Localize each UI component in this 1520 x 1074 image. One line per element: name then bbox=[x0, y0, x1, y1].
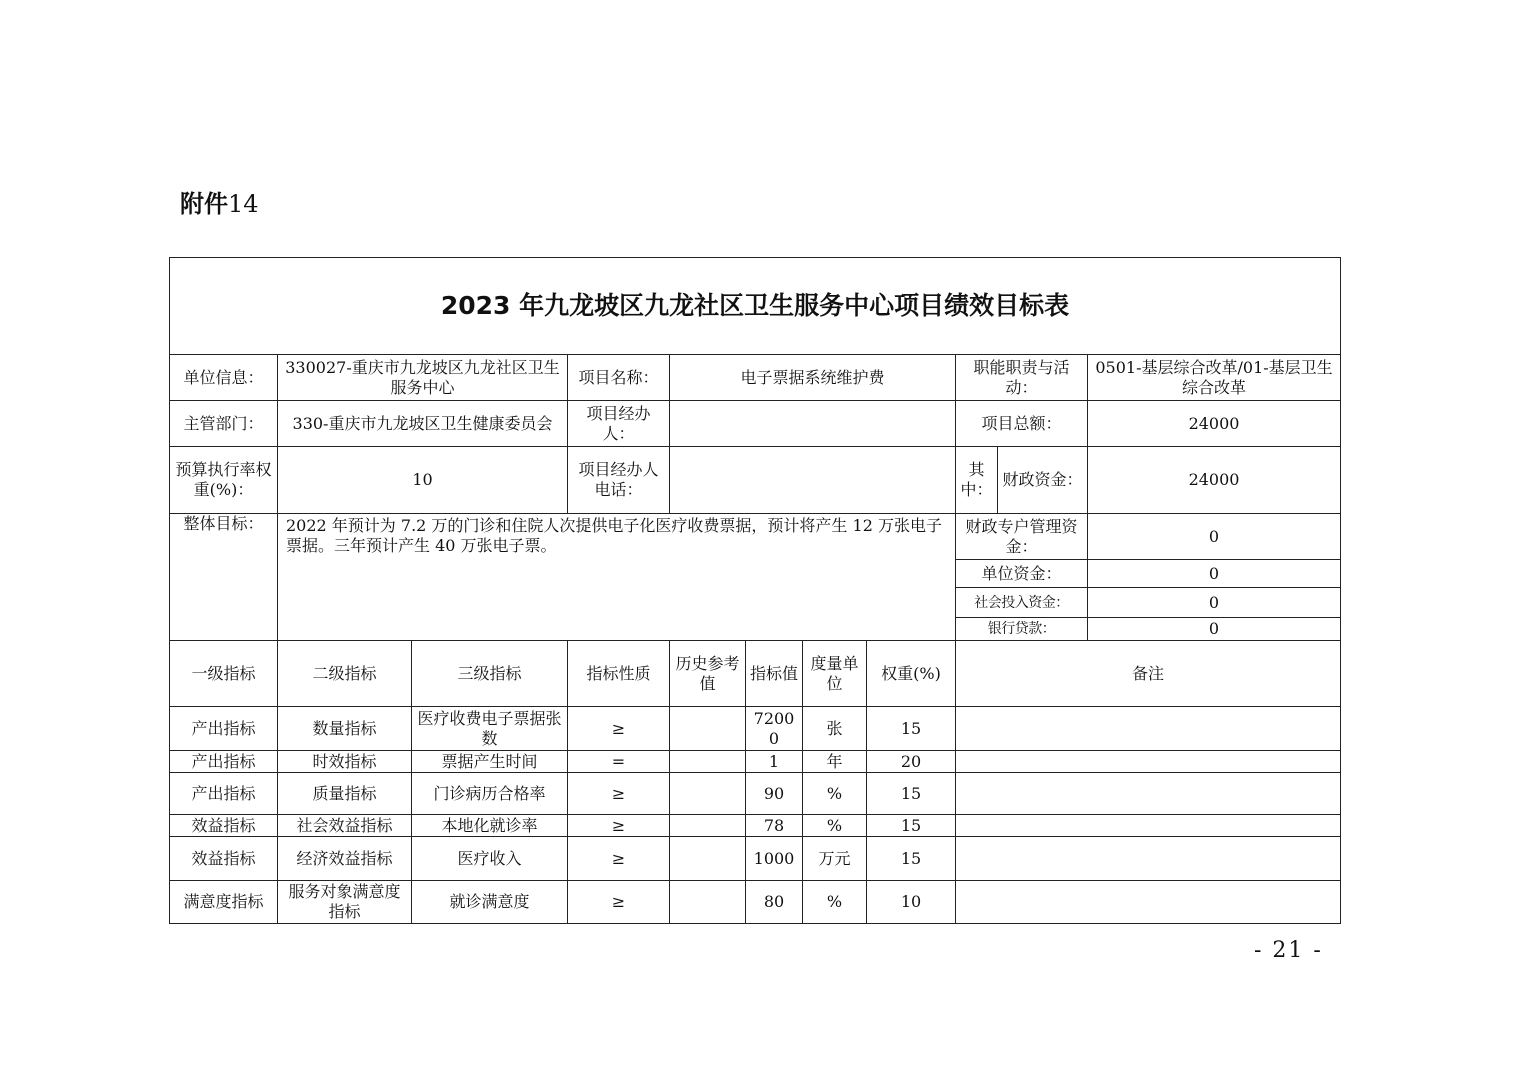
cell-weight: 20 bbox=[867, 751, 956, 773]
cell-l2: 经济效益指标 bbox=[278, 837, 412, 881]
cell-l2: 质量指标 bbox=[278, 773, 412, 815]
cell-history bbox=[670, 773, 746, 815]
handler-label: 项目经办人： bbox=[568, 401, 670, 447]
cell-weight: 15 bbox=[867, 773, 956, 815]
special-account-value: 0 bbox=[1088, 514, 1341, 560]
dept-value: 330-重庆市九龙坡区卫生健康委员会 bbox=[278, 401, 568, 447]
function-label: 职能职责与活动： bbox=[956, 355, 1088, 401]
cell-history bbox=[670, 837, 746, 881]
cell-nature: = bbox=[568, 751, 670, 773]
header-unit: 度量单位 bbox=[803, 641, 867, 707]
cell-weight: 10 bbox=[867, 881, 956, 924]
cell-l1: 产出指标 bbox=[170, 707, 278, 751]
cell-nature: ≥ bbox=[568, 881, 670, 924]
header-l2: 二级指标 bbox=[278, 641, 412, 707]
cell-remark bbox=[956, 707, 1341, 751]
table-row bbox=[170, 751, 1341, 773]
cell-nature: ≥ bbox=[568, 837, 670, 881]
header-l1: 一级指标 bbox=[170, 641, 278, 707]
cell-value: 90 bbox=[746, 773, 803, 815]
cell-l1: 效益指标 bbox=[170, 837, 278, 881]
cell-value: 80 bbox=[746, 881, 803, 924]
attachment-prefix: 附件 bbox=[180, 190, 228, 218]
cell-value: 78 bbox=[746, 815, 803, 837]
project-name-value: 电子票据系统维护费 bbox=[670, 355, 956, 401]
bank-loan-value: 0 bbox=[1088, 618, 1341, 641]
total-label: 项目总额： bbox=[956, 401, 1088, 447]
attachment-number: 14 bbox=[228, 190, 259, 218]
table-row bbox=[170, 707, 1341, 751]
budget-weight-value: 10 bbox=[278, 447, 568, 514]
header-value: 指标值 bbox=[746, 641, 803, 707]
cell-remark bbox=[956, 751, 1341, 773]
cell-l1: 效益指标 bbox=[170, 815, 278, 837]
cell-l3: 票据产生时间 bbox=[412, 751, 568, 773]
social-fund-value: 0 bbox=[1088, 588, 1341, 618]
cell-weight: 15 bbox=[867, 815, 956, 837]
header-weight: 权重(%) bbox=[867, 641, 956, 707]
unit-label: 单位信息： bbox=[170, 355, 278, 401]
cell-unit: % bbox=[803, 881, 867, 924]
cell-l2: 服务对象满意度指标 bbox=[278, 881, 412, 924]
cell-history bbox=[670, 751, 746, 773]
function-value: 0501-基层综合改革/01-基层卫生综合改革 bbox=[1088, 355, 1341, 401]
header-l3: 三级指标 bbox=[412, 641, 568, 707]
unit-fund-label: 单位资金： bbox=[956, 560, 1088, 588]
cell-l3: 医疗收入 bbox=[412, 837, 568, 881]
cell-remark bbox=[956, 815, 1341, 837]
special-account-label: 财政专户管理资金： bbox=[956, 514, 1088, 560]
fiscal-fund-value: 24000 bbox=[1088, 447, 1341, 514]
performance-target-table bbox=[169, 257, 1341, 924]
table-row bbox=[170, 773, 1341, 815]
cell-l1: 满意度指标 bbox=[170, 881, 278, 924]
table-title: 2023 年九龙坡区九龙社区卫生服务中心项目绩效目标表 bbox=[170, 258, 1341, 355]
cell-unit: 张 bbox=[803, 707, 867, 751]
header-remark: 备注 bbox=[956, 641, 1341, 707]
handler-value bbox=[670, 401, 956, 447]
cell-remark bbox=[956, 773, 1341, 815]
unit-fund-value: 0 bbox=[1088, 560, 1341, 588]
phone-label: 项目经办人电话： bbox=[568, 447, 670, 514]
cell-l2: 时效指标 bbox=[278, 751, 412, 773]
total-value: 24000 bbox=[1088, 401, 1341, 447]
cell-unit: % bbox=[803, 773, 867, 815]
header-nature: 指标性质 bbox=[568, 641, 670, 707]
cell-l2: 数量指标 bbox=[278, 707, 412, 751]
cell-weight: 15 bbox=[867, 707, 956, 751]
table-row bbox=[170, 815, 1341, 837]
attachment-label bbox=[180, 184, 259, 219]
header-history: 历史参考值 bbox=[670, 641, 746, 707]
social-fund-label: 社会投入资金： bbox=[956, 588, 1088, 618]
cell-nature: ≥ bbox=[568, 707, 670, 751]
cell-unit: 万元 bbox=[803, 837, 867, 881]
cell-l3: 医疗收费电子票据张数 bbox=[412, 707, 568, 751]
phone-value bbox=[670, 447, 956, 514]
cell-history bbox=[670, 881, 746, 924]
cell-l2: 社会效益指标 bbox=[278, 815, 412, 837]
table-row bbox=[170, 881, 1341, 924]
budget-weight-label: 预算执行率权重(%)： bbox=[170, 447, 278, 514]
table-row bbox=[170, 837, 1341, 881]
fiscal-fund-label: 财政资金： bbox=[998, 447, 1088, 514]
cell-value: 1000 bbox=[746, 837, 803, 881]
cell-remark bbox=[956, 837, 1341, 881]
cell-value: 72000 bbox=[746, 707, 803, 751]
cell-l1: 产出指标 bbox=[170, 751, 278, 773]
goal-text: 2022 年预计为 7.2 万的门诊和住院人次提供电子化医疗收费票据，预计将产生 12 万张电子票据。三年预计产生 40 万张电子票。 bbox=[278, 514, 956, 641]
cell-l3: 本地化就诊率 bbox=[412, 815, 568, 837]
cell-weight: 15 bbox=[867, 837, 956, 881]
cell-l1: 产出指标 bbox=[170, 773, 278, 815]
project-name-label: 项目名称： bbox=[568, 355, 670, 401]
cell-unit: 年 bbox=[803, 751, 867, 773]
cell-nature: ≥ bbox=[568, 815, 670, 837]
cell-remark bbox=[956, 881, 1341, 924]
among-label: 其中： bbox=[956, 447, 998, 514]
bank-loan-label: 银行贷款： bbox=[956, 618, 1088, 641]
cell-history bbox=[670, 815, 746, 837]
cell-history bbox=[670, 707, 746, 751]
cell-unit: % bbox=[803, 815, 867, 837]
cell-l3: 门诊病历合格率 bbox=[412, 773, 568, 815]
page-number: - 21 - bbox=[1254, 938, 1323, 963]
unit-value: 330027-重庆市九龙坡区九龙社区卫生服务中心 bbox=[278, 355, 568, 401]
cell-nature: ≥ bbox=[568, 773, 670, 815]
goal-label: 整体目标： bbox=[170, 514, 278, 641]
cell-value: 1 bbox=[746, 751, 803, 773]
dept-label: 主管部门： bbox=[170, 401, 278, 447]
cell-l3: 就诊满意度 bbox=[412, 881, 568, 924]
indicator-header-row bbox=[170, 641, 1341, 707]
